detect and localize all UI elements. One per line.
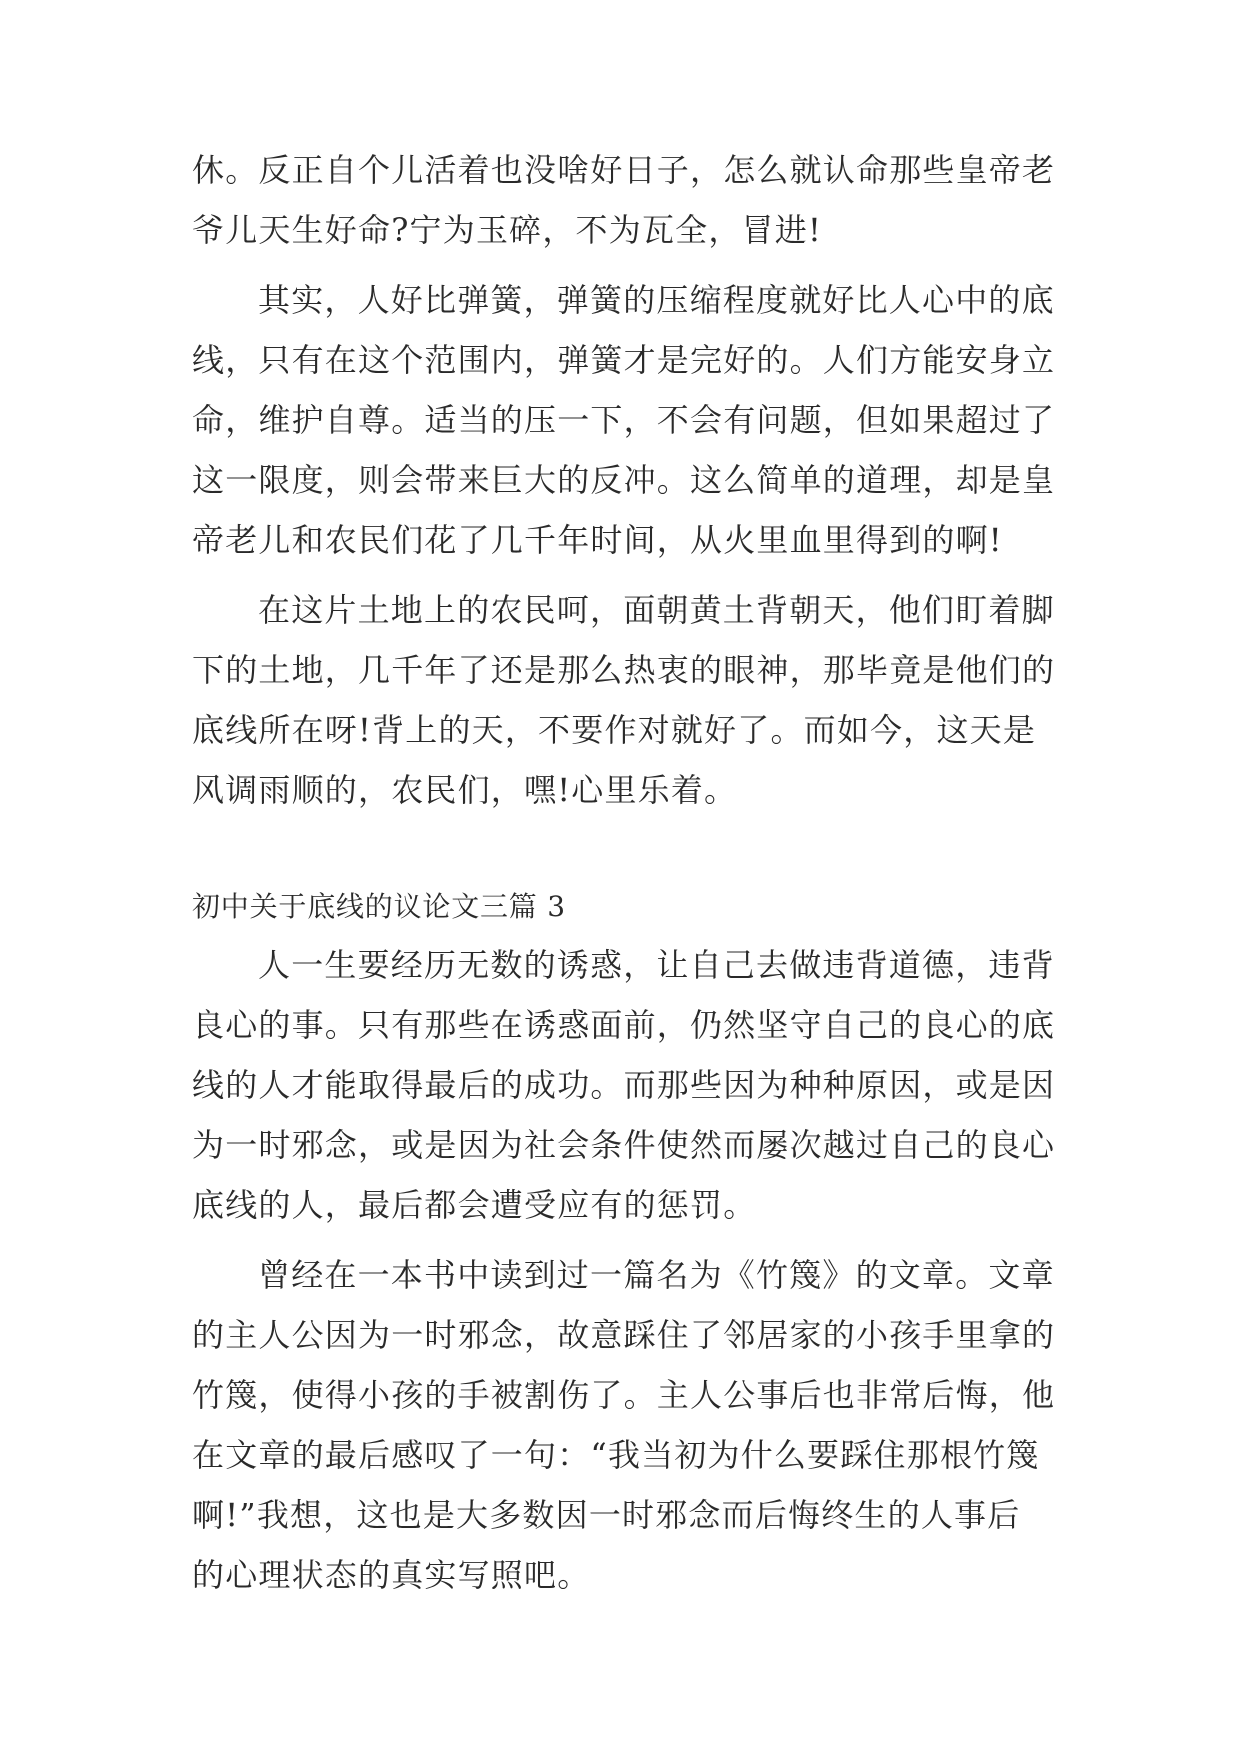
paragraph-5-line-3: 竹篾，使得小孩的手被割伤了。主人公事后也非常后悔，他: [192, 1376, 1056, 1414]
paragraph-5-line-6: 的心理状态的真实写照吧。: [192, 1556, 591, 1594]
paragraph-5-line-5: 啊!”我想，这也是大多数因一时邪念而后悔终生的人事后: [192, 1496, 1021, 1534]
paragraph-1-line-1: 休。反正自个儿活着也没啥好日子，怎么就认命那些皇帝老: [192, 151, 1056, 189]
section-heading: 初中关于底线的议论文三篇 3: [192, 890, 566, 923]
paragraph-5-line-2: 的主人公因为一时邪念，故意踩住了邻居家的小孩手里拿的: [192, 1316, 1056, 1354]
paragraph-2-line-5: 帝老儿和农民们花了几千年时间，从火里血里得到的啊!: [192, 521, 1003, 559]
paragraph-4-line-4: 为一时邪念，或是因为社会条件使然而屡次越过自己的良心: [192, 1126, 1056, 1164]
paragraph-3-line-2: 下的土地，几千年了还是那么热衷的眼神，那毕竟是他们的: [192, 651, 1056, 689]
paragraph-5-line-1: 曾经在一本书中读到过一篇名为《竹篾》的文章。文章: [258, 1256, 1055, 1294]
paragraph-2-line-4: 这一限度，则会带来巨大的反冲。这么简单的道理，却是皇: [192, 461, 1056, 499]
paragraph-3-line-1: 在这片土地上的农民呵，面朝黄土背朝天，他们盯着脚: [258, 591, 1055, 629]
paragraph-4-line-3: 线的人才能取得最后的成功。而那些因为种种原因，或是因: [192, 1066, 1056, 1104]
paragraph-2-line-1: 其实，人好比弹簧，弹簧的压缩程度就好比人心中的底: [258, 281, 1055, 319]
paragraph-3-line-3: 底线所在呀!背上的天，不要作对就好了。而如今，这天是: [192, 711, 1037, 749]
paragraph-2-line-2: 线，只有在这个范围内，弹簧才是完好的。人们方能安身立: [192, 341, 1056, 379]
paragraph-4-line-2: 良心的事。只有那些在诱惑面前，仍然坚守自己的良心的底: [192, 1006, 1056, 1044]
paragraph-4-line-5: 底线的人，最后都会遭受应有的惩罚。: [192, 1186, 757, 1224]
paragraph-1-line-2: 爷儿天生好命?宁为玉碎，不为瓦全，冒进!: [192, 211, 823, 249]
paragraph-4-line-1: 人一生要经历无数的诱惑，让自己去做违背道德，违背: [258, 946, 1055, 984]
paragraph-5-line-4: 在文章的最后感叹了一句：“我当初为什么要踩住那根竹篾: [192, 1436, 1040, 1474]
paragraph-2-line-3: 命，维护自尊。适当的压一下，不会有问题，但如果超过了: [192, 401, 1056, 439]
paragraph-3-line-4: 风调雨顺的，农民们，嘿!心里乐着。: [192, 771, 738, 809]
